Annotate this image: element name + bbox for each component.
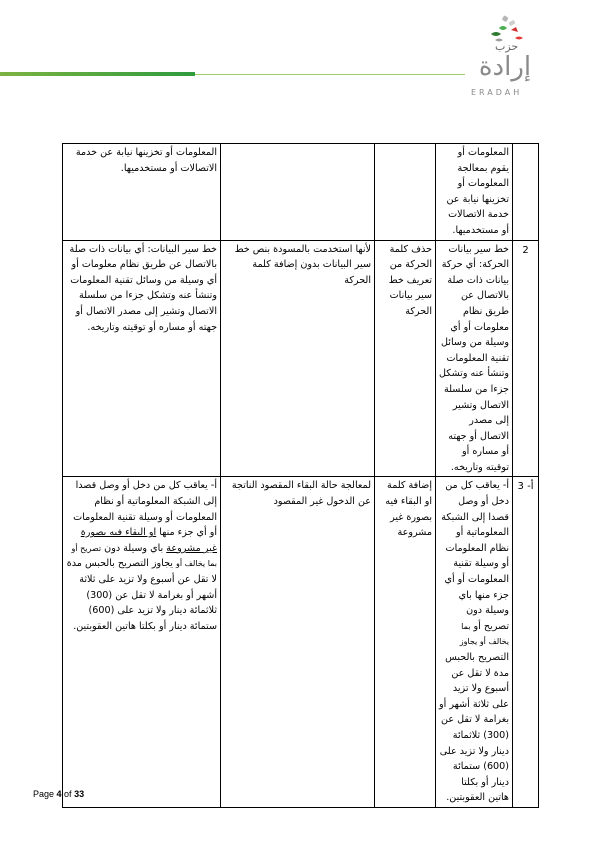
original-text-cell: المعلومات أو يقوم بمعالجة المعلومات أو تخزينها نيابة عن خدمة الاتصالات أو مستخدميها.	[436, 144, 513, 241]
amendment-cell: حذف كلمة الحركة من تعريف خط سير بيانات الحركة	[375, 240, 436, 477]
eradah-logo	[455, 12, 565, 102]
proposed-text-after: يجاوز التصريح بالحبس مدة لا تقل عن أسبوع ولا تزيد على ثلاثة أشهر أو بغرامة لا تقل عن (300) ثلاثمائة دينار ولا تزيد على (600) ستمائة دينار أو بكلتا هاتين العقوبتين.	[66, 558, 217, 632]
logo-main-text: إرادة	[478, 52, 532, 82]
original-text-cell: خط سير بيانات الحركة: أي حركة بيانات ذات صلة بالاتصال عن طريق نظام معلومات أو أي وسيلة من وسائل تقنية المعلومات وتنشأ عنه وتشكل جزءا من سلسلة الاتصال وتشير إلى مصدر الاتصال أو جهته أو مساره أو توقيته وتاريخه.	[436, 240, 513, 477]
page-footer	[33, 789, 84, 799]
justification-cell: لمعالجة حالة البقاء المقصود الناتجة عن الدخول غير المقصود	[221, 477, 375, 807]
amendments-table	[62, 143, 539, 808]
proposed-text-cell: خط سير البيانات: أي بيانات ذات صلة بالاتصال عن طريق نظام معلومات أو أي وسيلة من وسائل تقنية المعلومات وتنشأ عنه وتشكل جزءا من سلسلة الاتصال وتشير إلى مصدر الاتصال أو جهته أو مساره أو توقيته وتاريخه.	[63, 240, 221, 477]
proposed-text-before: أ- يعاقب كل من دخل أو وصل قصدا إلى الشبكة المعلوماتية أو نظام المعلومات أو وسيلة تقنية المعلومات أو أي جزء منها	[73, 480, 217, 539]
table-row	[63, 144, 539, 241]
proposed-underlined-text: او البقاء فيه بصورة غير مشروعة	[80, 527, 217, 554]
header-accent-line	[0, 72, 195, 76]
footer-total-pages: 33	[74, 789, 85, 799]
amendment-cell	[375, 144, 436, 241]
justification-cell: لأنها استخدمت بالمسودة بنص خط سير البيانات بدون إضافة كلمة الحركة	[221, 240, 375, 477]
proposed-text-middle: باي وسيلة دون	[101, 542, 167, 554]
original-text-cell	[436, 477, 513, 807]
original-text-rest: التصريح بالحبس مدة لا تقل عن أسبوع ولا تزيد على ثلاثة أشهر أو بغرامة لا تقل عن (300) ثلاثمائة دينار ولا تزيد على (600) ستمائة دينار أو بكلتا هاتين العقوبتين.	[439, 652, 509, 804]
row-number-cell: 3 -أ	[513, 477, 539, 807]
logo-latin-text: ERADAH	[471, 88, 523, 97]
proposed-text-cell: المعلومات أو تخزينها نيابة عن خدمة الاتصالات أو مستخدميها.	[63, 144, 221, 241]
original-small-text: بما يخالف أو يجاوز	[459, 621, 509, 647]
footer-current-page: 4	[56, 789, 62, 799]
footer-middle: of	[61, 789, 75, 799]
row-number-cell: 2	[513, 240, 539, 477]
table-row	[63, 477, 539, 807]
proposed-small-text: تصريح أو بما يخالف أو	[71, 543, 217, 569]
logo-top-text: حزب	[495, 40, 519, 53]
table-row	[63, 240, 539, 477]
row-number-cell	[513, 144, 539, 241]
header-thin-line	[195, 74, 465, 75]
justification-cell	[221, 144, 375, 241]
proposed-text-cell	[63, 477, 221, 807]
amendment-cell: إضافة كلمة او البقاء فيه بصورة غير مشروعة	[375, 477, 436, 807]
footer-prefix: Page	[33, 789, 57, 799]
original-text-main: أ- يعاقب كل من دخل أو وصل قصدا إلى الشبكة المعلوماتية أو نظام المعلومات أو وسيلة تقنية المعلومات أو أي جزء منها باي وسيلة دون تصريح أو	[441, 480, 509, 632]
